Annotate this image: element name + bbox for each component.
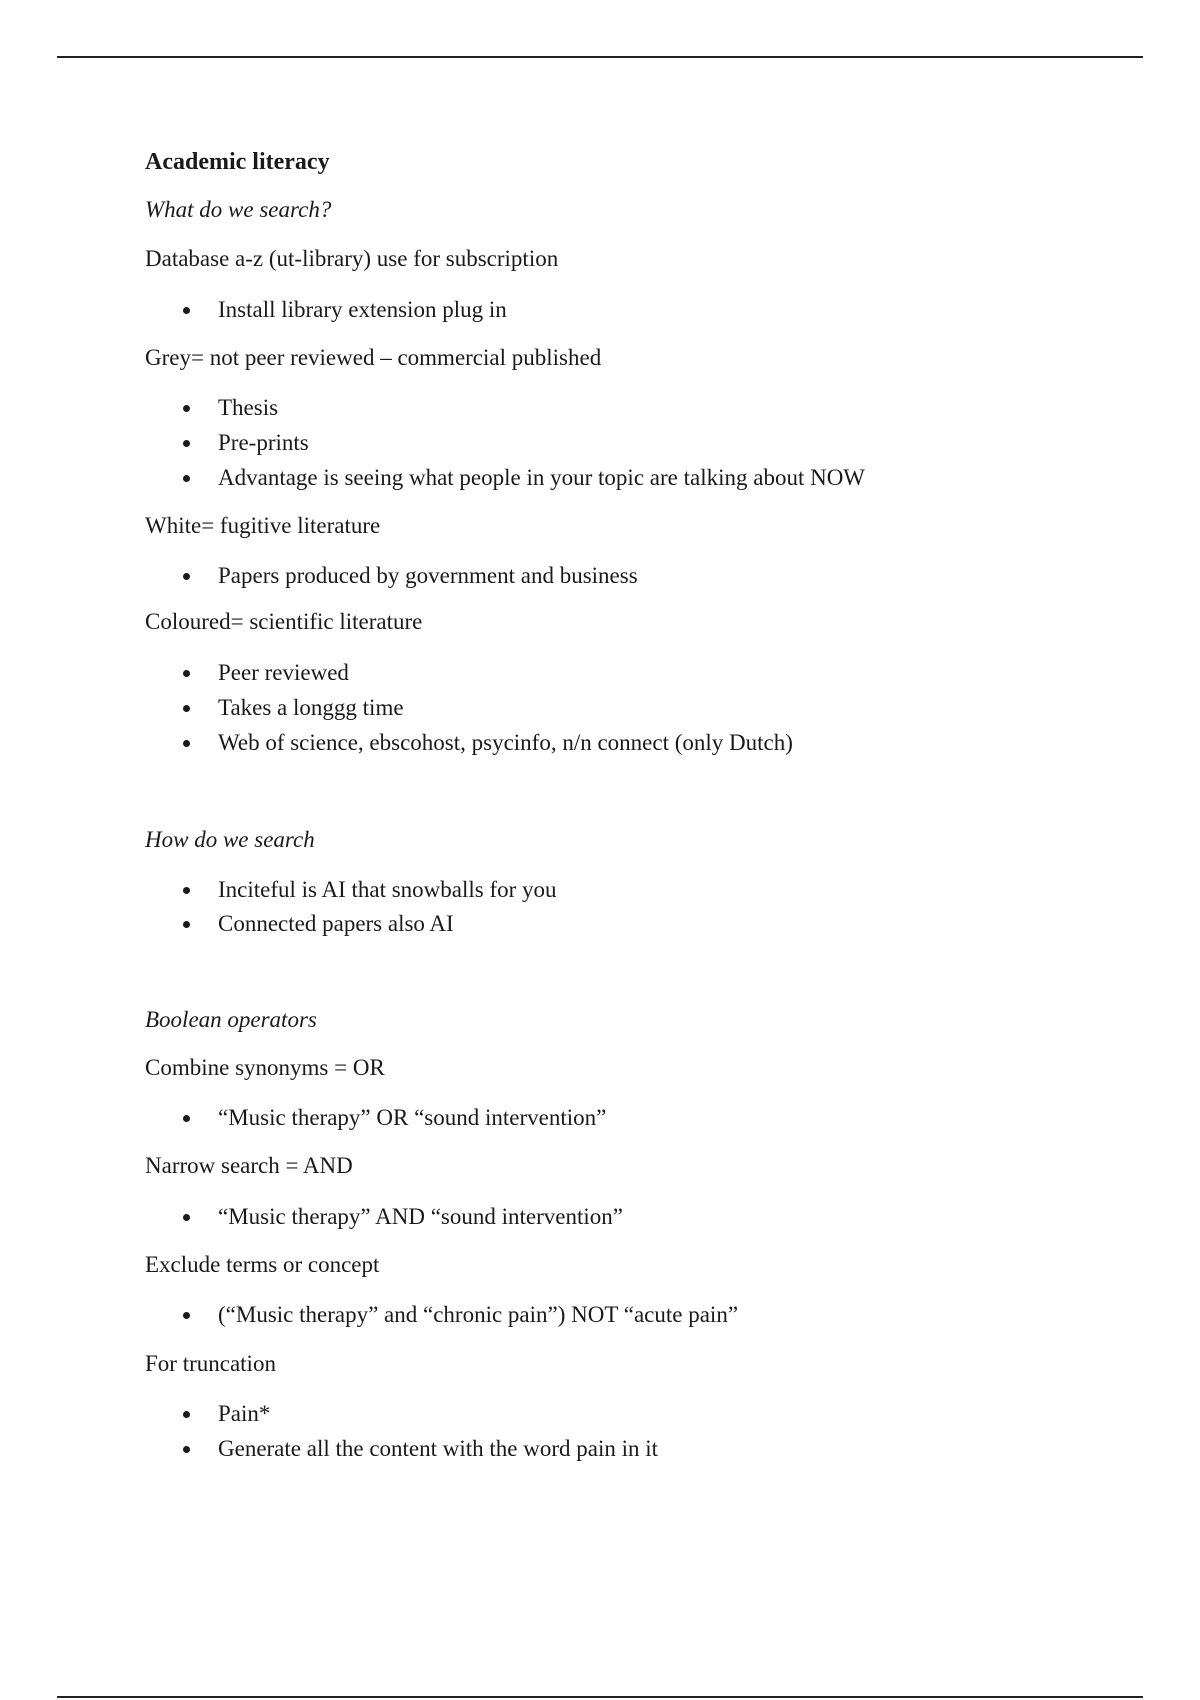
list-item-text: Takes a longgg time <box>218 695 404 720</box>
truncation-line: For truncation <box>145 1351 276 1376</box>
bullet-icon <box>183 307 190 314</box>
list-item-text: Web of science, ebscohost, psycinfo, n/n connect (only Dutch) <box>218 730 793 755</box>
bullet-icon <box>183 1214 190 1221</box>
list-item-text: Pain* <box>218 1401 271 1426</box>
bullet-icon <box>183 475 190 482</box>
list-item-text: Install library extension plug in <box>218 297 507 322</box>
bullet-icon <box>183 573 190 580</box>
coloured-line: Coloured= scientific literature <box>145 609 423 634</box>
white-line: White= fugitive literature <box>145 513 381 538</box>
grey-line: Grey= not peer reviewed – commercial published <box>145 345 602 370</box>
combine-line: Combine synonyms = OR <box>145 1055 385 1080</box>
bullet-icon <box>183 921 190 928</box>
heading-what-do-we-search: What do we search? <box>145 197 332 222</box>
narrow-line: Narrow search = AND <box>145 1153 353 1178</box>
bullet-icon <box>183 705 190 712</box>
list-item-text: Inciteful is AI that snowballs for you <box>218 877 557 902</box>
bullet-icon <box>183 1115 190 1122</box>
list-item-text: Papers produced by government and business <box>218 563 638 588</box>
bullet-icon <box>183 405 190 412</box>
exclude-line: Exclude terms or concept <box>145 1252 380 1277</box>
list-item-text: Peer reviewed <box>218 660 349 685</box>
list-item-text: “Music therapy” OR “sound intervention” <box>218 1105 607 1130</box>
bullet-icon <box>183 1446 190 1453</box>
list-item-text: Connected papers also AI <box>218 911 454 936</box>
bullet-icon <box>183 1312 190 1319</box>
bullet-icon <box>183 1411 190 1418</box>
top-rule <box>57 56 1143 58</box>
bullet-icon <box>183 740 190 747</box>
list-item-text: (“Music therapy” and “chronic pain”) NOT “acute pain” <box>218 1302 739 1327</box>
list-item-text: “Music therapy” AND “sound intervention” <box>218 1204 623 1229</box>
heading-boolean-operators: Boolean operators <box>145 1007 317 1032</box>
bottom-rule <box>57 1696 1143 1698</box>
list-item-text: Pre-prints <box>218 430 309 455</box>
bullet-icon <box>183 670 190 677</box>
bullet-icon <box>183 887 190 894</box>
list-item-text: Generate all the content with the word pain in it <box>218 1436 659 1461</box>
database-line: Database a-z (ut-library) use for subscription <box>145 246 559 271</box>
page-title: Academic literacy <box>145 149 330 175</box>
heading-how-do-we-search: How do we search <box>145 827 315 852</box>
list-item-text: Advantage is seeing what people in your topic are talking about NOW <box>218 465 866 490</box>
bullet-icon <box>183 440 190 447</box>
list-item-text: Thesis <box>218 395 279 420</box>
